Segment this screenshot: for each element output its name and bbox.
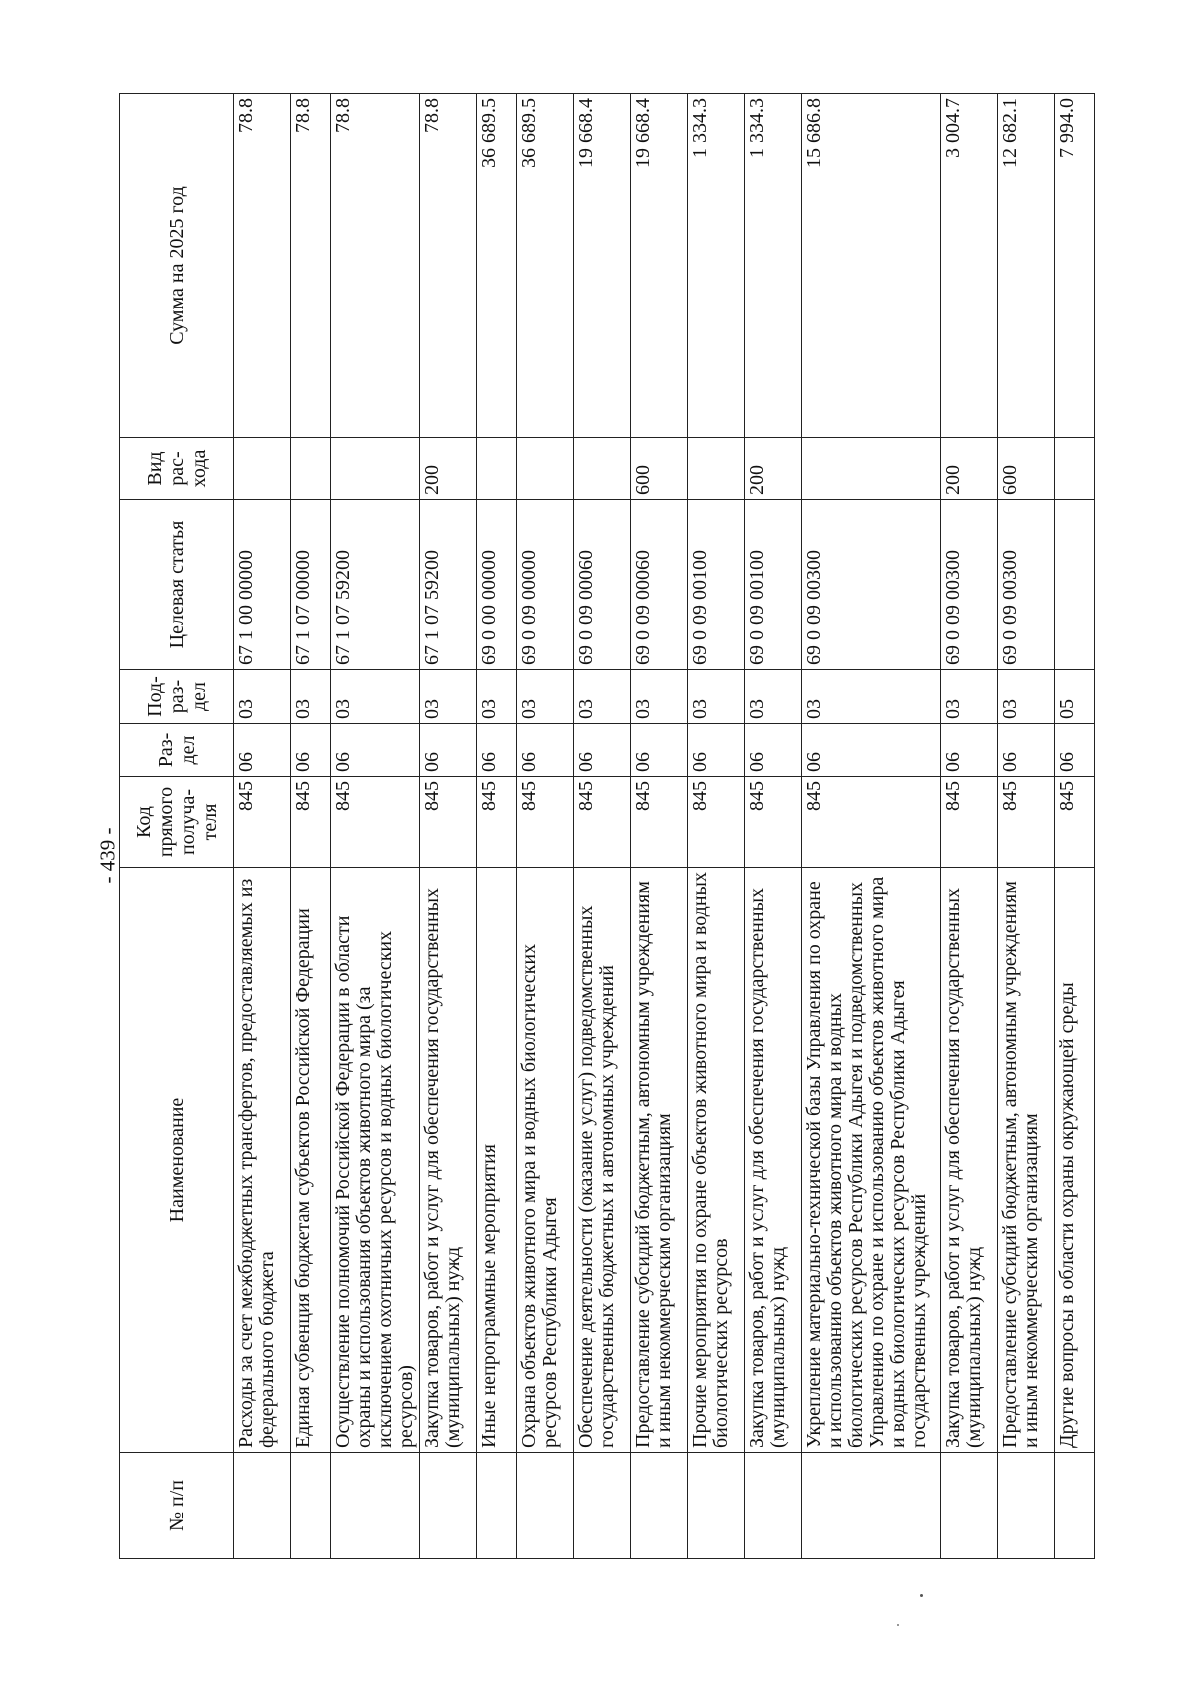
table-row bbox=[517, 94, 574, 1559]
cell-no bbox=[477, 1453, 517, 1559]
table-row bbox=[998, 94, 1055, 1559]
cell-no bbox=[941, 1453, 998, 1559]
cell-no bbox=[745, 1453, 802, 1559]
cell-expense-type bbox=[331, 438, 420, 500]
cell-recipient-code: 845 bbox=[745, 777, 802, 868]
cell-subsection: 03 bbox=[998, 670, 1055, 724]
cell-recipient-code: 845 bbox=[234, 777, 291, 868]
table-row bbox=[802, 94, 941, 1559]
cell-section: 06 bbox=[477, 724, 517, 777]
cell-subsection: 03 bbox=[517, 670, 574, 724]
cell-name: Другие вопросы в области охраны окружающей среды bbox=[1055, 868, 1095, 1453]
cell-target-item: 69 0 09 00100 bbox=[688, 500, 745, 670]
cell-expense-type bbox=[234, 438, 291, 500]
cell-target-item: 69 0 09 00100 bbox=[745, 500, 802, 670]
cell-name: Осуществление полномочий Российской Федерации в области охраны и использования объектов животного мира (за исключением охотничьих ресурсов и водных биологических ресурсов) bbox=[331, 868, 420, 1453]
cell-subsection: 03 bbox=[745, 670, 802, 724]
table-row bbox=[574, 94, 631, 1559]
cell-section: 06 bbox=[420, 724, 477, 777]
cell-no bbox=[688, 1453, 745, 1559]
cell-target-item: 69 0 09 00300 bbox=[941, 500, 998, 670]
cell-target-item: 69 0 09 00060 bbox=[631, 500, 688, 670]
cell-amount: 78.8 bbox=[234, 94, 291, 438]
header-amount: Сумма на 2025 год bbox=[120, 94, 234, 438]
cell-amount: 3 004.7 bbox=[941, 94, 998, 438]
cell-no bbox=[1055, 1453, 1095, 1559]
cell-amount: 78.8 bbox=[331, 94, 420, 438]
cell-expense-type: 600 bbox=[998, 438, 1055, 500]
header-expense-type: Вид рас-хода bbox=[120, 438, 234, 500]
cell-expense-type bbox=[688, 438, 745, 500]
cell-amount: 19 668.4 bbox=[574, 94, 631, 438]
header-name: Наименование bbox=[120, 868, 234, 1453]
table-row bbox=[688, 94, 745, 1559]
cell-subsection: 03 bbox=[802, 670, 941, 724]
table-row bbox=[331, 94, 420, 1559]
cell-subsection: 03 bbox=[291, 670, 331, 724]
header-target-item: Целевая статья bbox=[120, 500, 234, 670]
cell-recipient-code: 845 bbox=[291, 777, 331, 868]
cell-no bbox=[291, 1453, 331, 1559]
header-subsection: Под-раз-дел bbox=[120, 670, 234, 724]
cell-name: Единая субвенция бюджетам субъектов Российской Федерации bbox=[291, 868, 331, 1453]
cell-recipient-code: 845 bbox=[477, 777, 517, 868]
cell-amount: 36 689.5 bbox=[517, 94, 574, 438]
cell-name: Закупка товаров, работ и услуг для обеспечения государственных (муниципальных) нужд bbox=[941, 868, 998, 1453]
cell-name: Обеспечение деятельности (оказание услуг) подведомственных государственных бюджетных и автономных учреждений bbox=[574, 868, 631, 1453]
cell-expense-type: 200 bbox=[420, 438, 477, 500]
header-section: Раз-дел bbox=[120, 724, 234, 777]
cell-expense-type bbox=[291, 438, 331, 500]
cell-section: 06 bbox=[331, 724, 420, 777]
cell-no bbox=[802, 1453, 941, 1559]
header-no: № п/п bbox=[120, 1453, 234, 1559]
cell-expense-type bbox=[477, 438, 517, 500]
cell-subsection: 03 bbox=[574, 670, 631, 724]
header-recipient-code: Код прямого получа-теля bbox=[120, 777, 234, 868]
cell-section: 06 bbox=[234, 724, 291, 777]
cell-expense-type: 600 bbox=[631, 438, 688, 500]
table-row bbox=[234, 94, 291, 1559]
cell-expense-type: 200 bbox=[941, 438, 998, 500]
cell-amount: 15 686.8 bbox=[802, 94, 941, 438]
cell-name: Укрепление материально-технической базы Управления по охране и использованию объектов животного мира и водных биологических ресурсов Республики Адыгея и подведомственных Управлению по охране и использованию объектов животного мира и водных биологических ресурсов Республики Адыгея государственных учреждений bbox=[802, 868, 941, 1453]
table-row bbox=[631, 94, 688, 1559]
cell-recipient-code: 845 bbox=[420, 777, 477, 868]
cell-no bbox=[998, 1453, 1055, 1559]
cell-section: 06 bbox=[802, 724, 941, 777]
cell-name: Предоставление субсидий бюджетным, автономным учреждениям и иным некоммерческим организациям bbox=[998, 868, 1055, 1453]
cell-subsection: 03 bbox=[688, 670, 745, 724]
cell-target-item: 67 1 07 00000 bbox=[291, 500, 331, 670]
cell-section: 06 bbox=[631, 724, 688, 777]
cell-target-item: 69 0 00 00000 bbox=[477, 500, 517, 670]
cell-name: Закупка товаров, работ и услуг для обеспечения государственных (муниципальных) нужд bbox=[745, 868, 802, 1453]
cell-expense-type bbox=[517, 438, 574, 500]
cell-no bbox=[631, 1453, 688, 1559]
table-row bbox=[1055, 94, 1095, 1559]
cell-amount: 19 668.4 bbox=[631, 94, 688, 438]
scan-speck bbox=[920, 1594, 923, 1597]
cell-name: Предоставление субсидий бюджетным, автономным учреждениям и иным некоммерческим организациям bbox=[631, 868, 688, 1453]
cell-recipient-code: 845 bbox=[331, 777, 420, 868]
cell-recipient-code: 845 bbox=[998, 777, 1055, 868]
cell-amount: 36 689.5 bbox=[477, 94, 517, 438]
cell-name: Иные непрограммные мероприятия bbox=[477, 868, 517, 1453]
cell-name: Закупка товаров, работ и услуг для обеспечения государственных (муниципальных) нужд bbox=[420, 868, 477, 1453]
cell-expense-type bbox=[1055, 438, 1095, 500]
cell-target-item: 69 0 09 00000 bbox=[517, 500, 574, 670]
cell-target-item bbox=[1055, 500, 1095, 670]
cell-target-item: 67 1 07 59200 bbox=[420, 500, 477, 670]
cell-expense-type bbox=[574, 438, 631, 500]
cell-amount: 12 682.1 bbox=[998, 94, 1055, 438]
cell-name: Охрана объектов животного мира и водных биологических ресурсов Республики Адыгея bbox=[517, 868, 574, 1453]
cell-subsection: 03 bbox=[420, 670, 477, 724]
cell-section: 06 bbox=[291, 724, 331, 777]
table-row bbox=[477, 94, 517, 1559]
cell-target-item: 69 0 09 00300 bbox=[998, 500, 1055, 670]
cell-no bbox=[331, 1453, 420, 1559]
cell-subsection: 03 bbox=[477, 670, 517, 724]
cell-subsection: 05 bbox=[1055, 670, 1095, 724]
cell-name: Прочие мероприятия по охране объектов животного мира и водных биологических ресурсов bbox=[688, 868, 745, 1453]
scan-speck bbox=[897, 1624, 899, 1626]
cell-amount: 78.8 bbox=[420, 94, 477, 438]
cell-recipient-code: 845 bbox=[941, 777, 998, 868]
cell-subsection: 03 bbox=[941, 670, 998, 724]
cell-no bbox=[234, 1453, 291, 1559]
cell-recipient-code: 845 bbox=[802, 777, 941, 868]
cell-section: 06 bbox=[517, 724, 574, 777]
cell-amount: 1 334.3 bbox=[688, 94, 745, 438]
table-row bbox=[420, 94, 477, 1559]
budget-table bbox=[119, 93, 1095, 1559]
cell-expense-type: 200 bbox=[745, 438, 802, 500]
cell-recipient-code: 845 bbox=[631, 777, 688, 868]
cell-expense-type bbox=[802, 438, 941, 500]
cell-recipient-code: 845 bbox=[517, 777, 574, 868]
table-row bbox=[745, 94, 802, 1559]
cell-target-item: 67 1 00 00000 bbox=[234, 500, 291, 670]
cell-recipient-code: 845 bbox=[1055, 777, 1095, 868]
cell-amount: 78.8 bbox=[291, 94, 331, 438]
budget-table-rotated bbox=[119, 94, 1076, 1559]
cell-target-item: 69 0 09 00300 bbox=[802, 500, 941, 670]
cell-recipient-code: 845 bbox=[688, 777, 745, 868]
cell-no bbox=[517, 1453, 574, 1559]
table-row bbox=[291, 94, 331, 1559]
cell-target-item: 69 0 09 00060 bbox=[574, 500, 631, 670]
cell-name: Расходы за счет межбюджетных трансфертов, предоставляемых из федерального бюджета bbox=[234, 868, 291, 1453]
cell-amount: 1 334.3 bbox=[745, 94, 802, 438]
cell-section: 06 bbox=[574, 724, 631, 777]
cell-target-item: 67 1 07 59200 bbox=[331, 500, 420, 670]
table-row bbox=[941, 94, 998, 1559]
cell-section: 06 bbox=[998, 724, 1055, 777]
table-header-row bbox=[120, 94, 234, 1559]
cell-section: 06 bbox=[688, 724, 745, 777]
cell-section: 06 bbox=[745, 724, 802, 777]
page-number: - 439 - bbox=[95, 827, 120, 883]
cell-no bbox=[574, 1453, 631, 1559]
cell-subsection: 03 bbox=[331, 670, 420, 724]
cell-no bbox=[420, 1453, 477, 1559]
cell-subsection: 03 bbox=[631, 670, 688, 724]
cell-recipient-code: 845 bbox=[574, 777, 631, 868]
cell-section: 06 bbox=[941, 724, 998, 777]
cell-amount: 7 994.0 bbox=[1055, 94, 1095, 438]
cell-subsection: 03 bbox=[234, 670, 291, 724]
cell-section: 06 bbox=[1055, 724, 1095, 777]
